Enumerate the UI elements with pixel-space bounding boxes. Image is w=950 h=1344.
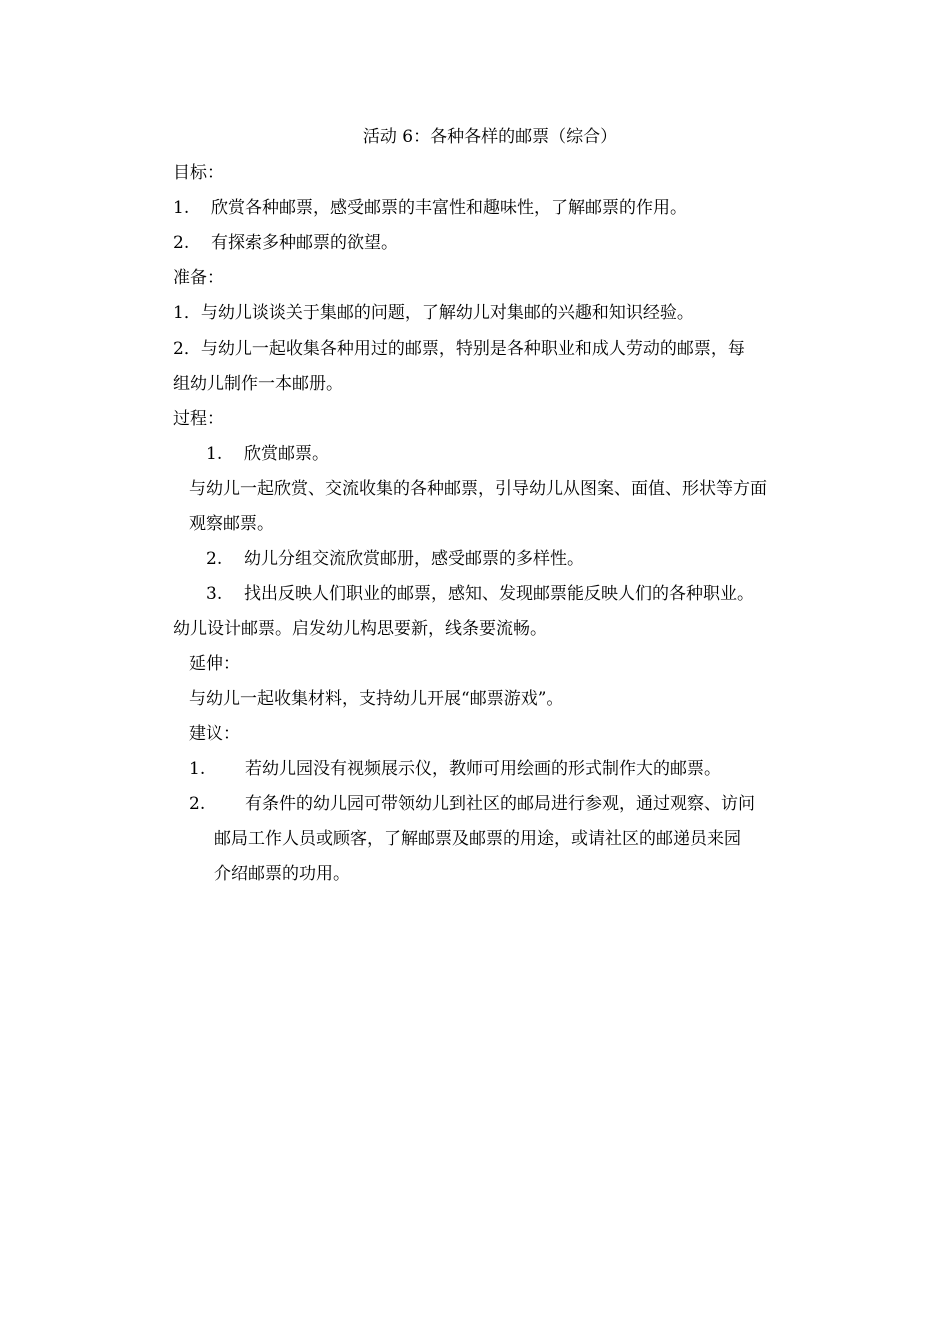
process-step-2 <box>206 548 584 570</box>
process-step-1-desc: 观察邮票。 <box>189 514 274 534</box>
suggestion-number: 2. <box>189 794 206 814</box>
goal-number: 2. <box>173 233 190 253</box>
extension-heading: 延伸： <box>189 654 240 674</box>
step-text: 找出反映人们职业的邮票，感知、发现邮票能反映人们的各种职业。 <box>244 584 754 604</box>
goal-item-1 <box>173 197 687 219</box>
suggestion-text: 有条件的幼儿园可带领幼儿到社区的邮局进行参观，通过观察、访问 <box>245 794 755 814</box>
suggestion-text: 若幼儿园没有视频展示仪，教师可用绘画的形式制作大的邮票。 <box>245 759 721 779</box>
goal-number: 1. <box>173 198 190 218</box>
goal-item-2 <box>173 232 398 254</box>
suggestion-text-cont: 介绍邮票的功用。 <box>214 864 350 884</box>
suggestion-heading: 建议： <box>189 724 240 744</box>
process-step-1 <box>206 443 329 465</box>
step-text: 欣赏邮票。 <box>244 444 329 464</box>
process-after: 幼儿设计邮票。启发幼儿构思要新，线条要流畅。 <box>173 619 547 639</box>
prep-line: 2．与幼儿一起收集各种用过的邮票，特别是各种职业和成人劳动的邮票，每 <box>173 339 745 359</box>
step-text: 幼儿分组交流欣赏邮册，感受邮票的多样性。 <box>244 549 584 569</box>
prep-line: 组幼儿制作一本邮册。 <box>173 374 343 394</box>
step-number: 2. <box>206 549 223 569</box>
suggestion-item-2 <box>189 793 755 815</box>
process-heading: 过程： <box>173 409 224 429</box>
suggestion-item-1 <box>189 758 721 780</box>
goal-heading: 目标： <box>173 163 224 183</box>
process-step-3 <box>206 583 754 605</box>
document-title: 活动 6：各种各样的邮票（综合） <box>362 127 618 147</box>
extension-text: 与幼儿一起收集材料，支持幼儿开展“邮票游戏”。 <box>189 689 564 709</box>
prep-heading: 准备： <box>173 268 224 288</box>
step-number: 3. <box>206 584 223 604</box>
suggestion-number: 1. <box>189 759 206 779</box>
process-step-1-desc: 与幼儿一起欣赏、交流收集的各种邮票，引导幼儿从图案、面值、形状等方面 <box>189 479 767 499</box>
prep-line: 1．与幼儿谈谈关于集邮的问题，了解幼儿对集邮的兴趣和知识经验。 <box>173 303 694 323</box>
step-number: 1. <box>206 444 223 464</box>
suggestion-text-cont: 邮局工作人员或顾客，了解邮票及邮票的用途，或请社区的邮递员来园 <box>214 829 741 849</box>
goal-text: 欣赏各种邮票，感受邮票的丰富性和趣味性，了解邮票的作用。 <box>211 198 687 218</box>
goal-text: 有探索多种邮票的欲望。 <box>211 233 398 253</box>
